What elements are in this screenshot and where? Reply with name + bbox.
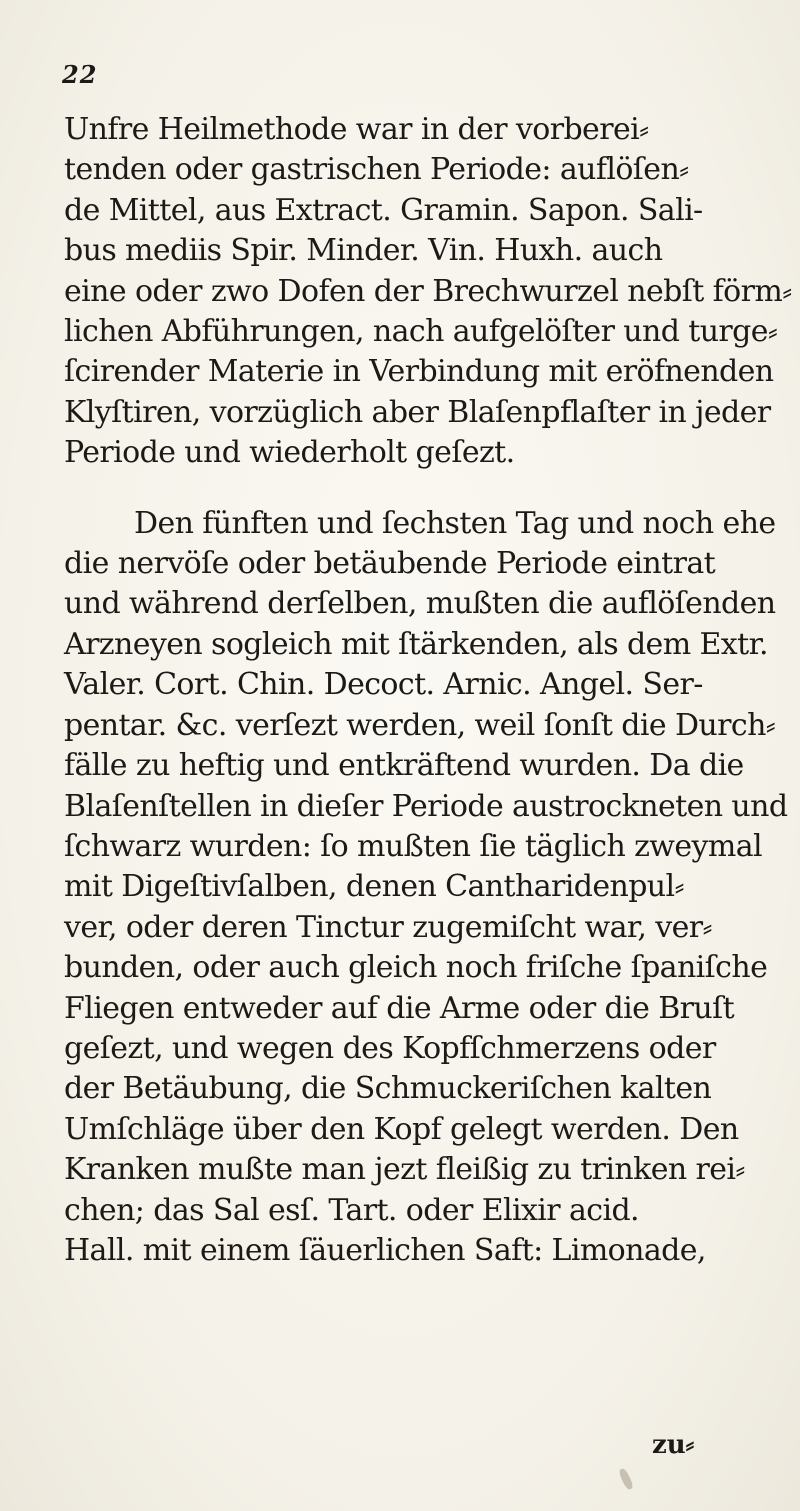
text-line: geſezt, und wegen des Kopfſchmerzens oder: [64, 1030, 716, 1066]
text-line: lichen Abführungen, nach aufgelöſter und turge⸗: [64, 314, 778, 350]
text-line: ſchwarz wurden: ſo mußten ſie täglich zweymal: [64, 828, 763, 864]
text-line: tenden oder gastrischen Periode: auflöſen⸗: [64, 152, 689, 188]
paragraph-1: [64, 110, 792, 474]
text-line: Blaſenſtellen in dieſer Periode austrockneten und: [64, 788, 788, 824]
page-number: 22: [62, 60, 98, 89]
text-line: Periode und wiederholt geſezt.: [64, 435, 515, 471]
text-line: Valer. Cort. Chin. Decoct. Arnic. Angel. Ser-: [64, 667, 703, 703]
text-line: der Betäubung, die Schmuckeriſchen kalten: [64, 1071, 712, 1107]
ink-speck: [618, 1467, 635, 1490]
text-line: ver, oder deren Tinctur zugemiſcht war, ver⸗: [64, 909, 712, 945]
text-line: Klyſtiren, vorzüglich aber Blaſenpflaſter in jeder: [64, 394, 771, 430]
text-line: Den fünften und ſechsten Tag und noch ehe: [134, 505, 776, 541]
text-line: Umſchläge über den Kopf gelegt werden. Den: [64, 1111, 739, 1147]
text-line: Unfre Heilmethode war in der vorberei⸗: [64, 112, 649, 147]
text-line: pentar. &c. verſezt werden, weil ſonſt die Durch⸗: [64, 707, 776, 743]
text-line: mit Digeſtivſalben, denen Cantharidenpul⸗: [64, 869, 684, 905]
text-line: und während derſelben, mußten die auflöſenden: [64, 586, 776, 622]
text-line: Hall. mit einem ſäuerlichen Saft: Limonade,: [64, 1232, 706, 1268]
text-line: Arzneyen sogleich mit ſtärkenden, als dem Extr.: [64, 626, 768, 662]
text-line: Kranken mußte man jezt fleißig zu trinken rei⸗: [64, 1152, 745, 1188]
catchword: zu⸗: [652, 1430, 695, 1460]
text-line: fälle zu heftig und entkräftend wurden. Da die: [64, 748, 744, 784]
text-line: ſcirender Materie in Verbindung mit eröfnenden: [64, 354, 774, 390]
text-line: bus mediis Spir. Minder. Vin. Huxh. auch: [64, 233, 663, 269]
body-text: [64, 110, 792, 1271]
text-line: bunden, oder auch gleich noch friſche ſpaniſche: [64, 950, 768, 986]
text-line: de Mittel, aus Extract. Gramin. Sapon. Sali-: [64, 192, 703, 228]
text-line: chen; das Sal esſ. Tart. oder Elixir acid.: [64, 1192, 639, 1228]
text-line: die nervöſe oder betäubende Periode eintrat: [64, 546, 716, 582]
paragraph-gap: [64, 474, 744, 504]
paragraph-2: [64, 504, 788, 1272]
text-line: Fliegen entweder auf die Arme oder die Bruſt: [64, 990, 735, 1026]
text-line: eine oder zwo Dofen der Brechwurzel nebſt förm⸗: [64, 273, 792, 309]
